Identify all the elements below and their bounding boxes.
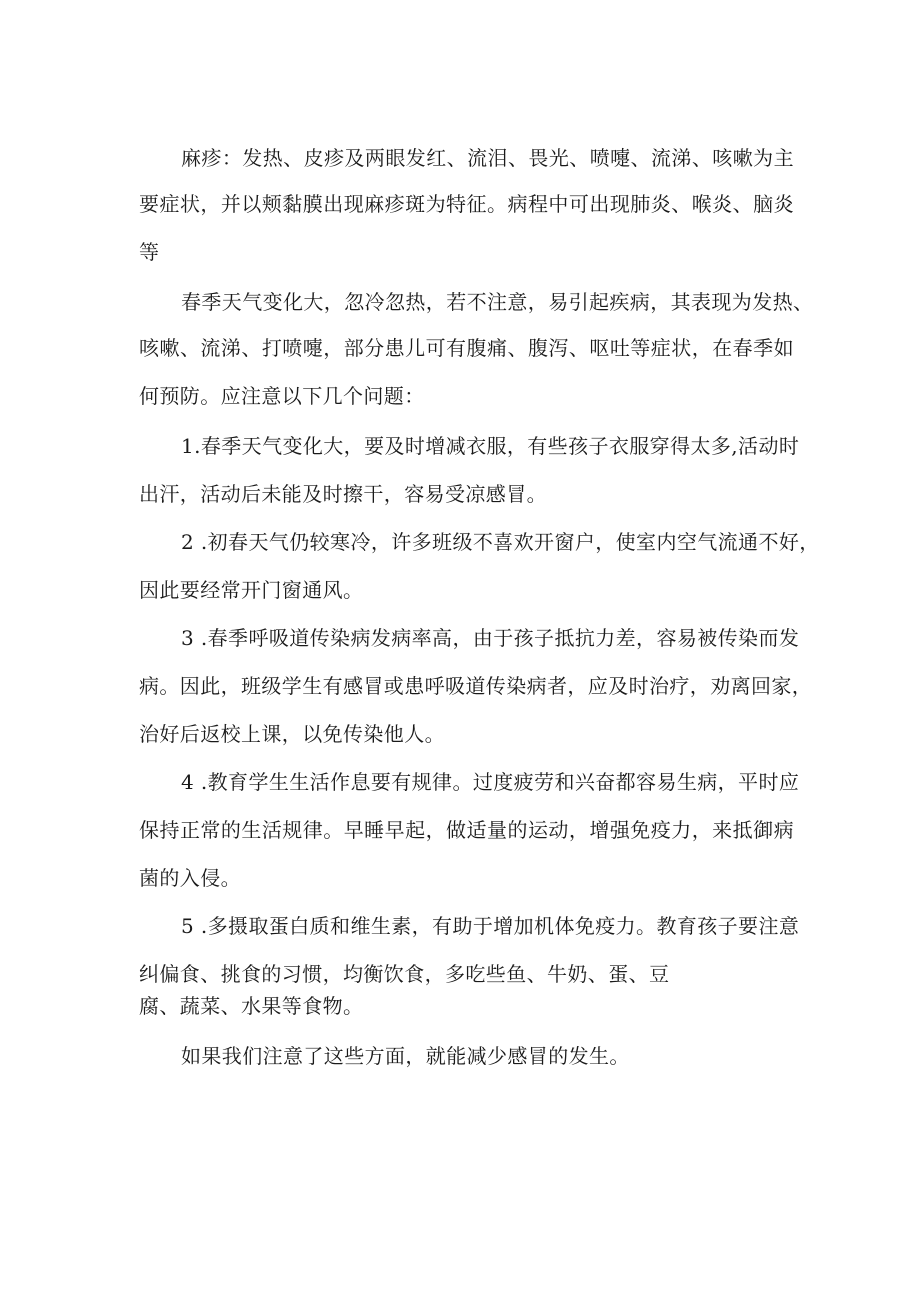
paragraph-6-line-3: 菌的入侵。 <box>139 866 241 890</box>
paragraph-4-line-2: 因此要经常开门窗通风。 <box>139 578 364 602</box>
paragraph-3-line-1: 1.春季天气变化大，要及时增减衣服，有些孩子衣服穿得太多,活动时 <box>181 434 800 458</box>
paragraph-1-line-2: 要症状，并以颊黏膜出现麻疹斑为特征。病程中可出现肺炎、喉炎、脑炎 <box>139 192 794 216</box>
paragraph-3-line-2: 出汗，活动后未能及时擦干，容易受凉感冒。 <box>139 482 547 506</box>
paragraph-7-line-2: 纠偏食、挑食的习惯，均衡饮食，多吃些鱼、牛奶、蛋、豆 <box>139 962 670 986</box>
paragraph-6-line-1: 4 .教育学生生活作息要有规律。过度疲劳和兴奋都容易生病，平时应 <box>181 770 800 794</box>
paragraph-1-line-1: 麻疹：发热、皮疹及两眼发红、流泪、畏光、喷嚏、流涕、咳嗽为主 <box>181 146 794 170</box>
paragraph-5-line-2: 病。因此，班级学生有感冒或患呼吸道传染病者，应及时治疗，劝离回家， <box>139 674 813 698</box>
paragraph-2-line-3: 何预防。应注意以下几个问题： <box>139 384 425 408</box>
paragraph-4-line-1: 2 .初春天气仍较寒冷，许多班级不喜欢开窗户，使室内空气流通不好， <box>181 530 820 554</box>
paragraph-2-line-1: 春季天气变化大，忽冷忽热，若不注意，易引起疾病，其表现为发热、 <box>181 290 814 314</box>
paragraph-5-line-1: 3 .春季呼吸道传染病发病率高，由于孩子抵抗力差，容易被传染而发 <box>181 626 800 650</box>
paragraph-6-line-2: 保持正常的生活规律。早睡早起，做适量的运动，增强免疫力，来抵御病 <box>139 818 794 842</box>
paragraph-7-line-1: 5 .多摄取蛋白质和维生素，有助于增加机体免疫力。教育孩子要注意 <box>181 914 800 938</box>
paragraph-5-line-3: 治好后返校上课，以免传染他人。 <box>139 722 445 746</box>
paragraph-2-line-2: 咳嗽、流涕、打喷嚏，部分患儿可有腹痛、腹泻、呕吐等症状，在春季如 <box>139 336 794 360</box>
paragraph-8-line-1: 如果我们注意了这些方面，就能减少感冒的发生。 <box>181 1044 630 1068</box>
paragraph-1-line-3: 等 <box>139 240 160 264</box>
paragraph-7-line-3: 腐、蔬菜、水果等食物。 <box>139 994 364 1018</box>
